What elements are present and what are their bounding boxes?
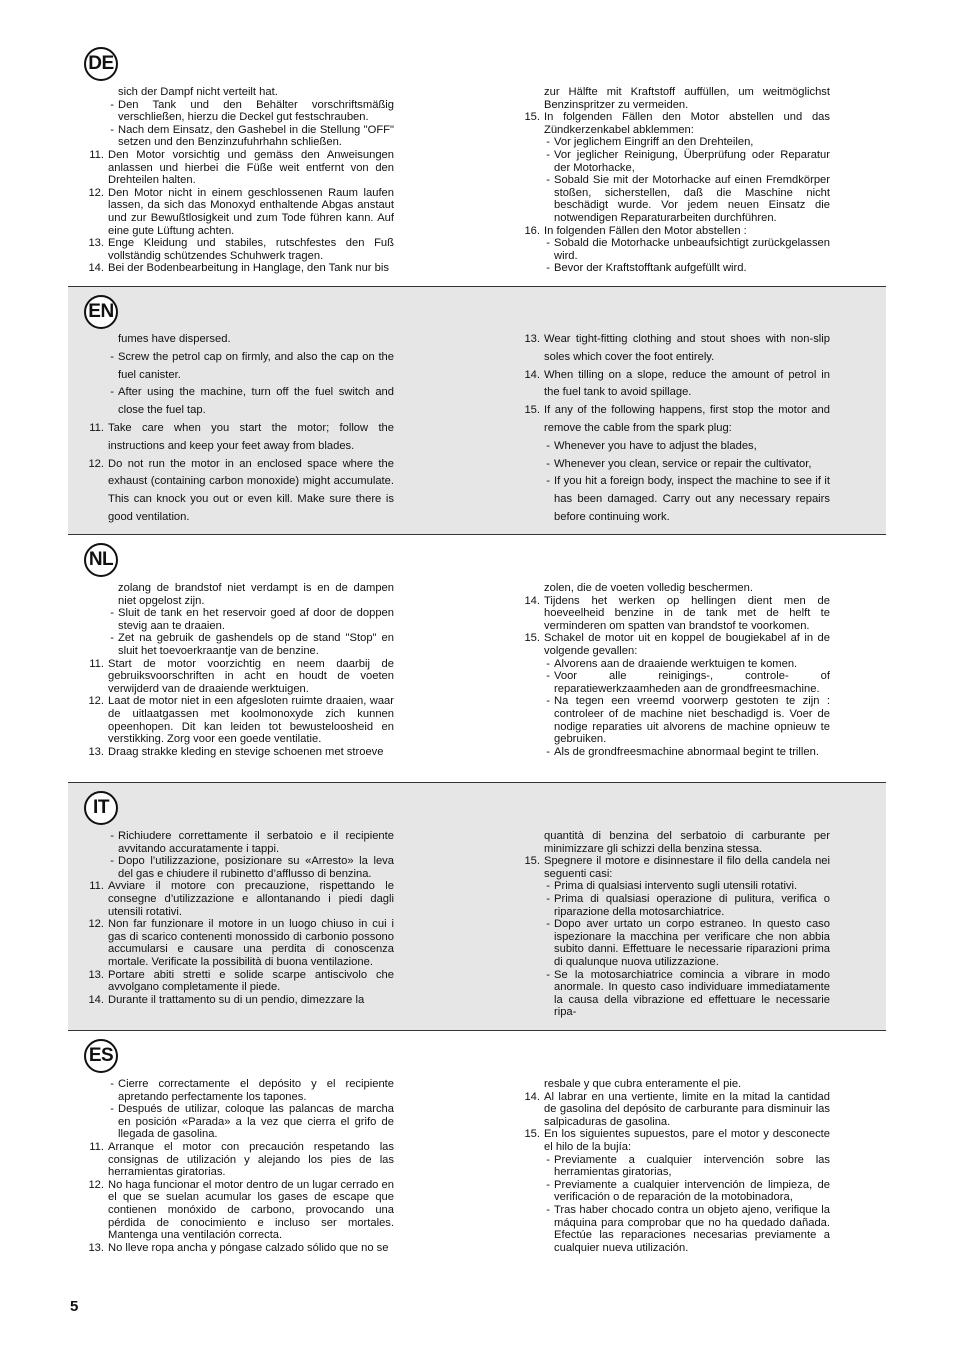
numbered-item [508,1128,830,1153]
item-text: Cierre correctamente el depósito y el recipiente apretando perfectamente los tapones. [118,1078,394,1103]
numbered-item [72,695,394,745]
bullet-item [72,384,394,420]
bullet-item [72,124,394,149]
item-number: 15. [524,855,540,868]
bullet-item [508,893,830,918]
bullet-item [72,830,394,855]
item-text: Portare abiti stretti e solide scarpe antiscivolo che avvolgano completamente il piede. [108,968,394,994]
item-number: 16. [524,224,540,237]
item-dash: - [546,439,550,452]
item-number: 14. [524,368,540,381]
item-text: Richiudere correttamente il serbatoio e il recipiente avvitando accuratamente i tappi. [118,830,394,855]
item-number: 12. [88,457,104,470]
item-dash: - [546,918,550,931]
item-text: Dopo l’utilizzazione, posizionare su «Arresto» la leva del gas e chiudere il rubinetto d’afflusso di benzina. [118,855,394,880]
item-text: Durante il trattamento su di un pendio, dimezzare la [108,993,365,1006]
item-dash: - [546,1153,550,1166]
item-dash: - [546,148,550,161]
item-dash: - [546,475,550,488]
numbered-item [508,632,830,657]
item-dash: - [546,262,550,275]
item-dash: - [546,1178,550,1191]
bullet-item [508,149,830,174]
numbered-item [72,1242,394,1255]
item-text: Previamente a cualquier intervención sobre las herramientas giratorias, [554,1153,830,1179]
numbered-item [72,994,394,1007]
item-text: If you hit a foreign body, inspect the machine to see if it has been damaged. Carry out any necessary repairs before continuing work. [554,475,830,523]
item-dash: - [110,855,114,868]
item-number: 13. [88,745,104,758]
item-dash: - [546,968,550,981]
item-text: Non far funzionare il motore in un luogo chiuso in cui i gas di scarico contenenti monossido di carbonio possono accumularsi e causare una perdita di conoscenza mortale. Verificate la possibilità di buona ventilazione. [108,918,394,968]
item-number: 14. [524,594,540,607]
item-text: Whenever you clean, service or repair the cultivator, [554,457,812,470]
section-de-left-column [72,86,394,275]
item-dash: - [546,880,550,893]
item-text: Prima di qualsiasi intervento sugli utensili rotativi. [554,880,798,893]
item-text: Zet na gebruik de gashendels op de stand "Stop" en sluit het toevoerkraantje van de benzine. [118,632,394,657]
numbered-item [508,111,830,136]
item-dash: - [546,237,550,250]
divider [68,286,886,287]
item-text: Als de grondfreesmachine abnormaal begint te trillen. [554,745,819,758]
item-number: 13. [88,1241,104,1254]
item-text: Bevor der Kraftstofftank aufgefüllt wird. [554,262,747,275]
item-number: 13. [88,237,104,250]
numbered-item [72,262,394,275]
item-dash: - [110,607,114,620]
item-text: Tras haber chocado contra un objeto ajeno, verifique la máquina para comprobar que no ha quedado dañada. Efectúe las reparaciones necesarias previamente a cualquier nueva utilización. [554,1203,830,1254]
language-badge-nl: NL [84,543,118,577]
item-dash: - [110,830,114,842]
item-dash: - [546,174,550,187]
section-it-right-column [508,830,830,1019]
item-text: Enge Kleidung und stabiles, rutschfestes den Fuß vollständig schützendes Schuhwerk tragen. [108,237,394,262]
item-text: Sluit de tank en het reservoir goed af door de doppen stevig aan te draaien. [118,607,394,632]
item-text: Bei der Bodenbearbeitung in Hanglage, den Tank nur bis [108,262,389,275]
bullet-item [508,237,830,262]
item-number: 12. [88,1178,104,1191]
bullet-item [508,746,830,759]
numbered-item [508,367,830,403]
item-dash: - [546,457,550,470]
section-en-right-column [508,331,830,527]
language-badge-it: IT [84,791,118,825]
numbered-item [72,187,394,237]
bullet-item [508,880,830,893]
bullet-item [508,262,830,275]
bullet-item [508,473,830,526]
item-dash: - [110,1078,114,1090]
numbered-item [72,1141,394,1179]
bullet-item [72,349,394,385]
item-text: Después de utilizar, coloque las palancas de marcha en posición «Parada» a la vez que cierra el grifo de llegada de gasolina. [118,1103,394,1141]
bullet-item [72,855,394,880]
numbered-item [72,149,394,187]
item-text: Avviare il motore con precauzione, rispettando le consegne d’utilizzazione e allontanando i piedi dagli utensili rotativi. [108,880,394,918]
bullet-item [508,174,830,224]
continuation-text: quantità di benzina del serbatoio di carburante per minimizzare gli schizzi della benzina stessa. [544,830,830,855]
item-dash: - [110,98,114,111]
numbered-item [508,331,830,367]
item-text: Den Tank und den Behälter vorschriftsmäßig verschließen, hierzu die Deckel gut festschrauben. [118,98,394,124]
item-text: Se la motosarchiatrice comincia a vibrare in modo anormale. In questo caso individuare immediatamente la causa della vibrazione ed effettuare le necessarie ripa- [554,968,830,1019]
numbered-item [72,420,394,456]
numbered-item [72,746,394,759]
item-text: Start de motor voorzichtig en neem daarbij de gebruiksvoorschriften in acht en houdt de voeten verwijderd van de draaiende werktuigen. [108,657,394,695]
item-number: 14. [88,993,104,1006]
item-number: 12. [88,918,104,931]
item-number: 14. [88,262,104,275]
item-text: Dopo aver urtato un corpo estraneo. In questo caso ispezionare la macchina per verificare che non abbia subito danni. Effettuare le necessarie riparazioni prima di qualunque nuova utilizzazione. [554,918,830,968]
section-de-right-column [508,86,830,275]
item-number: 11. [89,880,104,893]
item-text: Voor alle reinigings-, controle- of reparatiewerkzaamheden aan de grondfreesmachine. [554,670,830,695]
item-text: Tijdens het werken op hellingen dient men de hoeveelheid benzine in de tank met de helft te verminderen om spatten van brandstof te voorkomen. [544,594,830,632]
bullet-item [508,1204,830,1254]
numbered-item [508,225,830,238]
item-text: Vor jeglichem Eingriff an den Drehteilen, [554,136,754,149]
language-badge-es: ES [84,1039,118,1073]
bullet-item [508,136,830,149]
item-dash: - [546,745,550,758]
item-dash: - [546,892,550,905]
bullet-item [508,456,830,474]
item-text: Take care when you start the motor; follow the instructions and keep your feet away from blades. [108,421,394,452]
continuation-text: zolen, die de voeten volledig beschermen. [544,582,753,594]
item-text: Arranque el motor con precaución respetando las consignas de utilización y alejando los pies de las herramientas giratorias. [108,1140,394,1179]
bullet-item [72,632,394,657]
item-number: 11. [89,421,104,434]
item-dash: - [110,123,114,136]
bullet-item [508,658,830,671]
item-dash: - [110,1103,114,1116]
numbered-item [72,969,394,994]
section-es-left-column [72,1078,394,1254]
item-number: 15. [524,1128,540,1141]
item-text: Prima di qualsiasi operazione di pulitura, verifica o riparazione della motosarchiatrice. [554,892,830,918]
item-text: No haga funcionar el motor dentro de un lugar cerrado en el que se suelan acumular los gases de escape que contienen monóxido de carbono, provocando una pérdida de conocimiento e incluso ser mortales. Mantenga una ventilación correcta. [108,1178,394,1242]
language-badge-de: DE [84,47,118,81]
item-text: Screw the petrol cap on firmly, and also the cap on the fuel canister. [118,350,394,381]
item-number: 13. [88,968,104,981]
continuation-text: zolang de brandstof niet verdampt is en de dampen niet opgelost zijn. [118,582,394,607]
item-text: Sobald die Motorhacke unbeaufsichtigt zurückgelassen wird. [554,237,830,262]
section-en-left-column [72,331,394,527]
item-text: In folgenden Fällen den Motor abstellen und das Zündkerzenkabel abklemmen: [544,111,830,136]
bullet-item [508,438,830,456]
item-text: When tilling on a slope, reduce the amount of petrol in the fuel tank to avoid spillage. [544,368,830,399]
section-nl-left-column [72,582,394,758]
item-number: 11. [89,657,104,670]
item-dash: - [546,1203,550,1216]
bullet-item [508,695,830,745]
numbered-item [72,658,394,696]
item-text: Wear tight-fitting clothing and stout shoes with non-slip soles which cover the foot entirely. [544,333,830,363]
item-text: En los siguientes supuestos, pare el motor y desconecte el hilo de la bujía: [544,1128,830,1153]
bullet-item [72,1078,394,1103]
numbered-item [508,855,830,880]
divider [68,1030,886,1031]
item-text: Spegnere il motore e disinnestare il filo della candela nei seguenti casi: [544,855,830,880]
continuation-text: sich der Dampf nicht verteilt hat. [118,86,278,98]
numbered-item [72,1179,394,1242]
bullet-item [72,1103,394,1141]
bullet-item [508,969,830,1019]
item-text: Den Motor vorsichtig und gemäss den Anweisungen anlassen und hierbei die Füße weit entfernt von den Drehteilen halten. [108,148,394,187]
item-number: 15. [524,632,540,645]
continuation-text: resbale y que cubra enteramente el pie. [544,1078,742,1090]
bullet-item [508,1179,830,1204]
continuation-text: zur Hälfte mit Kraftstoff auffüllen, um weitmöglichst Benzinspritzer zu vermeiden. [544,86,830,111]
divider [68,534,886,535]
numbered-item [72,918,394,968]
item-text: Alvorens aan de draaiende werktuigen te komen. [554,657,798,670]
continuation-text: fumes have dispersed. [118,333,231,345]
numbered-item [508,1091,830,1129]
numbered-item [508,402,830,438]
item-dash: - [110,350,114,363]
section-it-left-column [72,830,394,1006]
item-dash: - [110,632,114,645]
item-text: Previamente a cualquier intervención de limpieza, de verificación o de reparación de la motobinadora, [554,1178,830,1204]
item-text: Na tegen een vreemd voorwerp gestoten te zijn : controleer of de machine niet beschadigd is. Voer de nodige reparaties uit alvorens de machine opnieuw te gebruiken. [554,695,830,746]
item-number: 11. [89,148,104,161]
bullet-item [508,670,830,695]
page-number: 5 [70,1298,79,1315]
item-text: Schakel de motor uit en koppel de bougiekabel af in de volgende gevallen: [544,632,830,657]
item-dash: - [546,670,550,683]
item-text: Laat de motor niet in een afgesloten ruimte draaien, waar de uitlaatgassen met koolmonoxyde zich kunnen opeenhopen. Dit kan leiden tot bewusteloosheid en verstikking. Zorg voor een goede ventilatie. [108,695,394,746]
item-text: Vor jeglicher Reinigung, Überprüfung oder Reparatur der Motorhacke, [554,148,830,174]
item-text: Do not run the motor in an enclosed space where the exhaust (containing carbon monoxide) might accumulate. This can knock you out or even kill. Make sure there is good ventilation. [108,457,394,523]
item-number: 11. [89,1140,104,1153]
item-text: No lleve ropa ancha y póngase calzado sólido que no se [108,1241,389,1254]
item-number: 14. [524,1090,540,1103]
item-number: 12. [88,186,104,199]
numbered-item [72,880,394,918]
item-text: If any of the following happens, first stop the motor and remove the cable from the spark plug: [544,404,830,434]
item-text: Al labrar en una vertiente, limite en la mitad la cantidad de gasolina del depósito de carburante para disminuir las salpicaduras de gasolina. [544,1090,830,1128]
item-text: Den Motor nicht in einem geschlossenen Raum laufen lassen, da sich das Monoxyd enthaltende Abgas anstaut und zur Bewußtlosigkeit und zum Tode führen kann. Auf eine gute Lüftung achten. [108,186,394,237]
numbered-item [72,237,394,262]
numbered-item [72,456,394,527]
item-dash: - [546,136,550,149]
item-dash: - [110,386,114,399]
item-text: Whenever you have to adjust the blades, [554,439,757,452]
item-text: Draag strakke kleding en stevige schoenen met stroeve [108,745,384,758]
divider [68,782,886,783]
section-es-right-column [508,1078,830,1254]
numbered-item [508,595,830,633]
bullet-item [72,99,394,124]
item-dash: - [546,695,550,708]
item-text: After using the machine, turn off the fuel switch and close the fuel tap. [118,386,394,417]
bullet-item [508,918,830,968]
item-text: Sobald Sie mit der Motorhacke auf einen Fremdkörper stoßen, sicherstellen, daß die Maschine nicht beschädigt wurde. Vor jedem neuen Einsatz die notwendigen Reparaturarbeiten durchführen. [554,174,830,224]
item-text: In folgenden Fällen den Motor abstellen : [544,224,747,237]
section-nl-right-column [508,582,830,758]
item-number: 15. [524,111,540,124]
bullet-item [508,1154,830,1179]
bullet-item [72,607,394,632]
item-number: 15. [524,404,540,417]
item-dash: - [546,657,550,670]
item-number: 13. [524,333,540,345]
language-badge-en: EN [84,295,118,329]
item-text: Nach dem Einsatz, den Gashebel in die Stellung "OFF" setzen und den Benzinzufuhrhahn schließen. [118,123,394,149]
item-number: 12. [88,695,104,708]
